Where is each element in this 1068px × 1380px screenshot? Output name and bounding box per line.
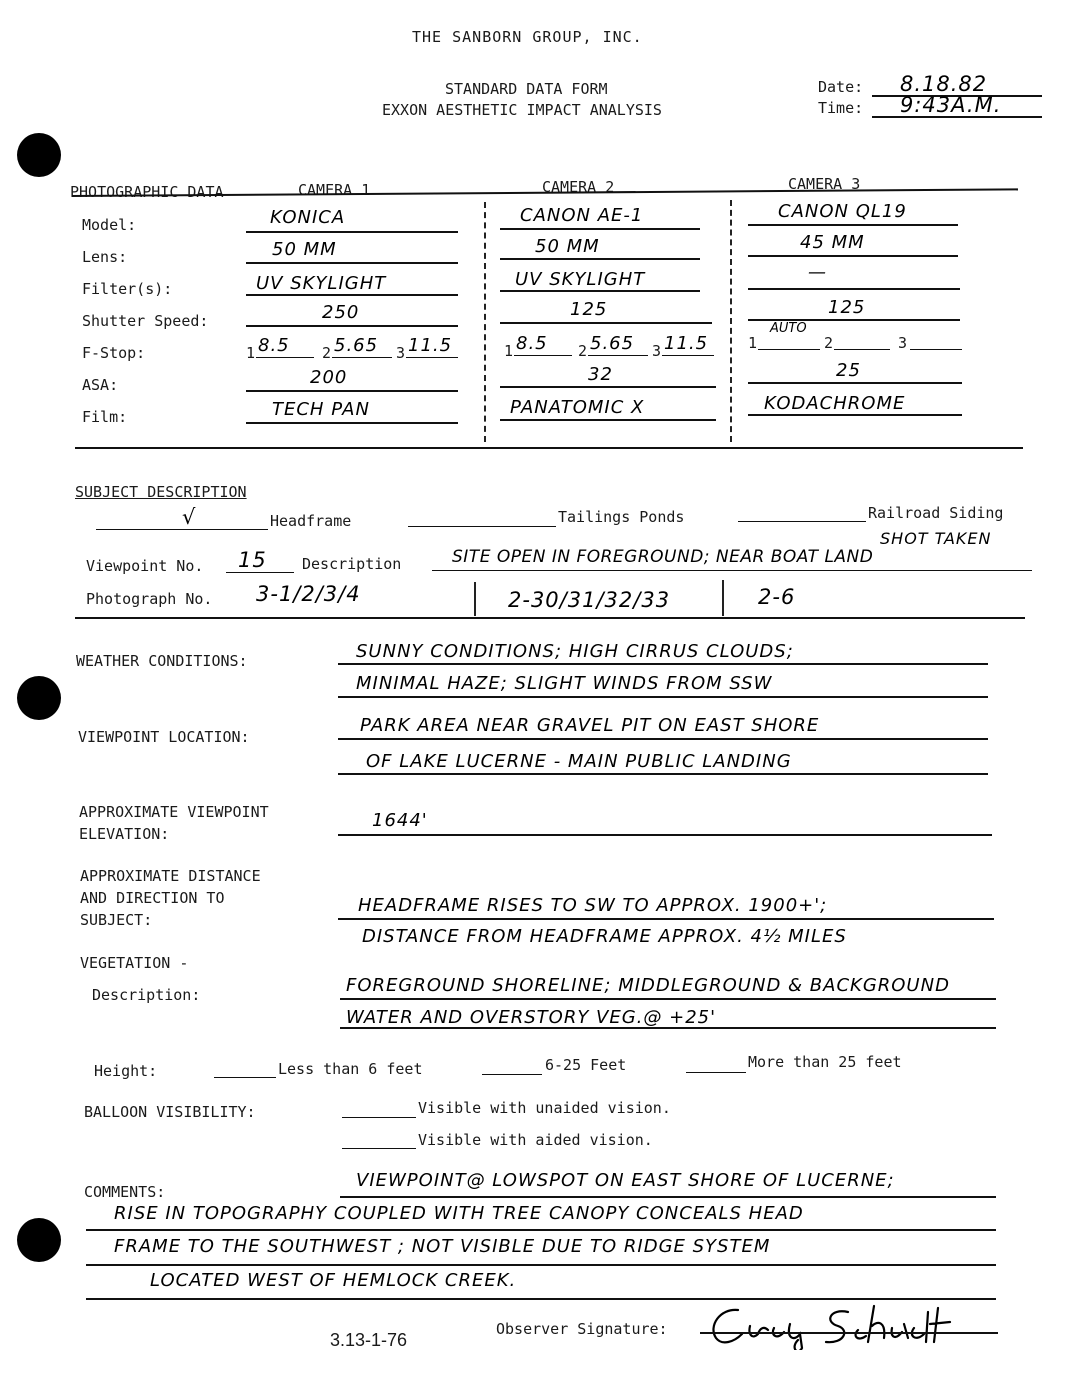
camera-1-fstop-3-line [406,357,458,358]
distance-label-line-3: SUBJECT: [80,911,153,929]
camera-1-fstop-num-1: 1 [246,344,256,362]
camera-3-shutter: 125 [828,297,866,318]
camera-3-label: CAMERA 3 [788,175,861,193]
camera-2-fstop-num-3: 3 [652,342,662,360]
time-line [872,116,1042,118]
description-label: Description [302,555,402,573]
distance-line-2: DISTANCE FROM HEADFRAME APPROX. 4½ MILES [362,926,847,947]
camera-2-asa: 32 [588,364,613,385]
camera-2-lens: 50 MM [535,236,600,257]
camera-3-fstop-1-line [758,349,820,350]
vegetation-line-2: WATER AND OVERSTORY VEG.@ +25' [346,1007,717,1028]
weather-rule-1 [338,663,988,665]
form-subtitle: EXXON AESTHETIC IMPACT ANALYSIS [382,101,662,119]
location-line-2: OF LAKE LUCERNE - MAIN PUBLIC LANDING [366,751,792,772]
comments-label: COMMENTS: [84,1183,166,1201]
height-label: Height: [94,1062,158,1080]
camera-1-shutter-line [246,325,458,327]
form-number: 3.13-1-76 [330,1330,408,1350]
subject-description-label: SUBJECT DESCRIPTION [75,483,247,501]
camera-2-fstop-num-1: 1 [504,342,514,360]
comments-line-4: LOCATED WEST OF HEMLOCK CREEK. [150,1270,517,1291]
camera-2-fstop-2: 5.65 [590,333,635,354]
comments-line-3: FRAME TO THE SOUTHWEST ; NOT VISIBLE DUE TO RIDGE SYSTEM [114,1236,771,1257]
camera-1-label: CAMERA 1 [298,181,371,199]
height-option-1-blank [214,1077,276,1078]
camera-3-fstop-1: AUTO [770,321,807,336]
camera-1-fstop-3: 11.5 [408,335,453,356]
vegetation-line-1: FOREGROUND SHORELINE; MIDDLEGROUND & BACKGROUND [346,975,950,996]
observer-signature-label: Observer Signature: [496,1320,668,1338]
comments-rule-3 [86,1264,996,1266]
camera-3-fstop-num-2: 2 [824,334,834,352]
camera-3-asa: 25 [836,360,861,381]
camera-3-lens-line [748,255,958,257]
binder-hole-bottom [17,1218,61,1262]
fstop-label: F-Stop: [82,344,146,362]
distance-line-1: HEADFRAME RISES TO SW TO APPROX. 1900+'; [358,895,828,916]
camera-1-filter-line [246,294,458,296]
camera-1-fstop-num-3: 3 [396,344,406,362]
balloon-option-2-blank [342,1148,416,1149]
elevation-value: 1644' [372,810,428,831]
viewpoint-no-label: Viewpoint No. [86,557,204,575]
camera-2-model: CANON AE-1 [520,205,644,226]
height-option-1: Less than 6 feet [278,1060,423,1078]
comments-line-1: VIEWPOINT@ LOWSPOT ON EAST SHORE OF LUCERNE; [356,1170,895,1191]
vegetation-description-label: Description: [92,986,201,1004]
camera-2-filter: UV SKYLIGHT [515,269,646,290]
time-value: 9:43A.M. [900,93,1002,117]
binder-hole-middle [17,676,61,720]
elevation-label-line-1: APPROXIMATE VIEWPOINT [79,803,269,821]
location-rule-2 [338,773,988,775]
subject-section-end-rule [75,617,1025,619]
height-option-3-blank [686,1072,746,1073]
company-name: THE SANBORN GROUP, INC. [412,28,643,46]
binder-hole-top [17,133,61,177]
camera-2-asa-line [500,386,716,388]
elevation-rule [338,834,992,836]
weather-line-2: MINIMAL HAZE; SLIGHT WINDS FROM SSW [356,673,773,694]
comments-rule-2 [86,1229,996,1231]
film-label: Film: [82,408,128,426]
vegetation-rule-2 [340,1027,996,1029]
photograph-no-value-3: 2-6 [758,585,796,609]
shutter-speed-label: Shutter Speed: [82,312,209,330]
camera-3-film: KODACHROME [764,393,906,414]
camera-2-shutter-line [500,322,712,324]
camera-2-fstop-3: 11.5 [664,333,709,354]
camera-2-model-line [500,228,700,230]
tailings-line [408,526,556,527]
camera-1-model: KONICA [270,207,346,228]
vegetation-label: VEGETATION - [80,954,189,972]
photograph-divider-1 [474,582,476,616]
form-title: STANDARD DATA FORM [445,80,608,98]
camera-3-lens: 45 MM [800,232,865,253]
signature-line [700,1332,998,1334]
photograph-no-value-1: 3-1/2/3/4 [256,582,361,606]
description-line [432,570,1032,571]
date-value: 8.18.82 [900,72,988,96]
railroad-label: Railroad Siding [868,504,1004,522]
camera-1-asa-line [246,390,458,392]
description-value: SITE OPEN IN FOREGROUND; NEAR BOAT LAND [452,547,874,567]
camera-2-filter-line [500,290,700,292]
location-rule-1 [338,738,988,740]
viewpoint-no-line [226,572,294,573]
camera-3-fstop-num-1: 1 [748,334,758,352]
camera-1-lens: 50 MM [272,239,337,260]
railroad-line [738,521,866,522]
camera-3-model-line [748,224,958,226]
headframe-check-line [96,529,268,530]
camera-1-model-line [246,231,458,233]
distance-rule-1 [338,918,994,920]
camera-1-film: TECH PAN [272,399,370,420]
camera-2-fstop-2-line [588,355,648,356]
weather-rule-2 [338,696,988,698]
camera-3-fstop-3-line [910,349,962,350]
camera-2-fstop-3-line [662,355,714,356]
balloon-option-1-blank [342,1117,416,1118]
camera-1-fstop-1: 8.5 [258,335,290,356]
headframe-label: Headframe [270,512,352,530]
camera-3-film-line [748,414,962,416]
comments-line-2: RISE IN TOPOGRAPHY COUPLED WITH TREE CANOPY CONCEALS HEAD [114,1203,804,1224]
tailings-label: Tailings Ponds [558,508,685,526]
distance-label-line-1: APPROXIMATE DISTANCE [80,867,261,885]
camera-1-fstop-num-2: 2 [322,344,332,362]
camera-3-model: CANON QL19 [778,201,907,222]
viewpoint-location-label: VIEWPOINT LOCATION: [78,728,250,746]
camera-3-asa-line [748,382,962,384]
balloon-option-1: Visible with unaided vision. [418,1099,671,1117]
comments-rule-1 [340,1196,996,1198]
photographic-data-label: PHOTOGRAPHIC DATA [70,183,224,201]
camera-1-fstop-2-line [332,357,392,358]
asa-label: ASA: [82,376,119,394]
height-option-3: More than 25 feet [748,1053,902,1071]
camera-3-fstop-2-line [834,349,890,350]
filter-label: Filter(s): [82,280,173,298]
distance-label-line-2: AND DIRECTION TO [80,889,225,907]
photograph-no-label: Photograph No. [86,590,213,608]
camera-1-fstop-1-line [256,357,314,358]
camera-1-lens-line [246,262,458,264]
camera-3-filter: — [808,262,827,283]
camera-2-fstop-1: 8.5 [516,333,548,354]
camera-1-asa: 200 [310,367,348,388]
lens-label: Lens: [82,248,128,266]
camera-1-shutter: 250 [322,302,360,323]
photograph-no-value-2: 2-30/31/32/33 [508,588,671,612]
time-label: Time: [818,99,864,117]
camera-2-fstop-num-2: 2 [578,342,588,360]
model-label: Model: [82,216,137,234]
balloon-visibility-label: BALLOON VISIBILITY: [84,1103,256,1121]
weather-line-1: SUNNY CONDITIONS; HIGH CIRRUS CLOUDS; [356,641,794,662]
camera-2-lens-line [500,258,700,260]
column-divider-2 [730,200,732,442]
camera-2-label: CAMERA 2 [542,178,615,196]
weather-conditions-label: WEATHER CONDITIONS: [76,652,248,670]
viewpoint-no-value: 15 [238,548,267,572]
date-label: Date: [818,78,864,96]
camera-2-film: PANATOMIC X [510,397,645,418]
height-option-2: 6-25 Feet [545,1056,627,1074]
camera-2-shutter: 125 [570,299,608,320]
camera-1-fstop-2: 5.65 [334,335,379,356]
camera-3-fstop-num-3: 3 [898,334,908,352]
vegetation-rule-1 [340,998,996,1000]
balloon-option-2: Visible with aided vision. [418,1131,653,1149]
camera-3-filter-line [748,288,960,290]
photo-section-end-rule [75,447,1023,449]
location-line-1: PARK AREA NEAR GRAVEL PIT ON EAST SHORE [360,715,820,736]
camera-1-filter: UV SKYLIGHT [256,273,387,294]
observer-signature [698,1298,968,1350]
camera-2-fstop-1-line [514,355,572,356]
elevation-label-line-2: ELEVATION: [79,825,170,843]
column-divider-1 [484,202,486,442]
camera-2-film-line [500,419,716,421]
headframe-check: √ [182,505,197,529]
camera-1-film-line [246,422,458,424]
description-note: SHOT TAKEN [880,529,992,548]
photograph-divider-2 [722,580,724,616]
height-option-2-blank [482,1074,542,1075]
